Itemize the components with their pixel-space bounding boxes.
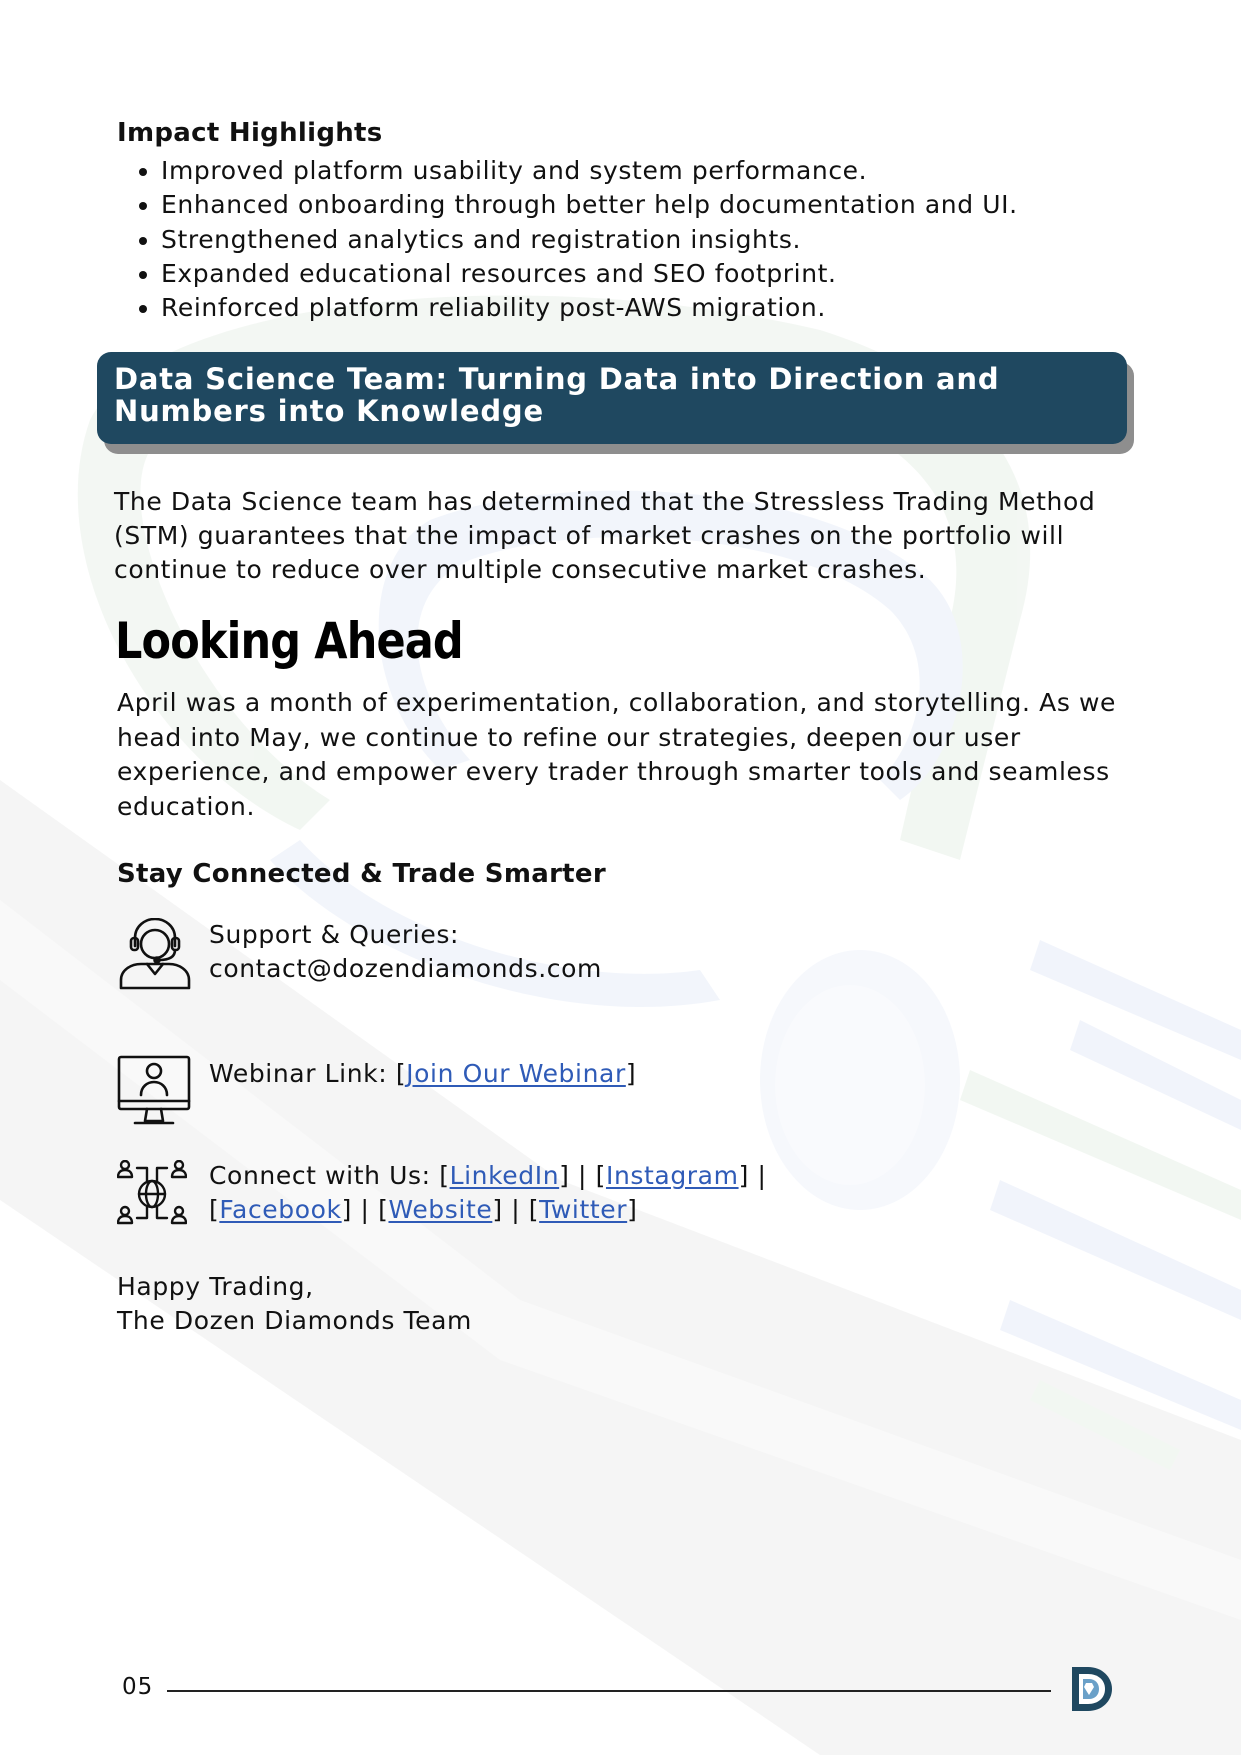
facebook-link[interactable]: Facebook xyxy=(219,1195,342,1224)
support-label: Support & Queries: xyxy=(209,920,459,949)
impact-highlights-heading: Impact Highlights xyxy=(117,118,383,148)
webinar-contact-text xyxy=(209,1057,1109,1091)
data-science-paragraph: The Data Science team has determined that the Stressless Trading Method (STM) guarantees that the impact of market crashes on the portfolio will continue to reduce over multiple consecutive market crashes. xyxy=(114,487,1096,584)
signoff xyxy=(117,1270,472,1338)
stay-connected-heading: Stay Connected & Trade Smarter xyxy=(117,859,606,889)
list-item: • Expanded educational resources and SEO footprint. xyxy=(161,257,1161,291)
list-item: • Enhanced onboarding through better help documentation and UI. xyxy=(161,188,1161,222)
monitor-presenter-icon xyxy=(117,1055,191,1127)
twitter-link[interactable]: Twitter xyxy=(539,1195,628,1224)
list-item: • Reinforced platform reliability post-AWS migration. xyxy=(161,291,1161,325)
webinar-bracket-open: [ xyxy=(395,1059,407,1088)
looking-ahead-heading: Looking Ahead xyxy=(115,612,463,670)
looking-ahead-paragraph: April was a month of experimentation, collaboration, and storytelling. As we head into May, we continue to refine our strategies, deepen our user experience, and empower every trader through smarter tools and seamless education. xyxy=(117,688,1117,821)
dozen-diamonds-logo-icon xyxy=(1068,1665,1114,1713)
separator: ] | [ xyxy=(492,1195,540,1224)
bracket: [ xyxy=(439,1161,450,1190)
linkedin-link[interactable]: LinkedIn xyxy=(449,1161,560,1190)
list-item: • Improved platform usability and system performance. xyxy=(161,154,1161,188)
website-link[interactable]: Website xyxy=(388,1195,493,1224)
data-science-banner xyxy=(97,352,1127,444)
signoff-team: The Dozen Diamonds Team xyxy=(117,1306,473,1335)
separator: ] | [ xyxy=(559,1161,606,1190)
headset-agent-icon xyxy=(117,918,193,990)
page-number: 05 xyxy=(122,1674,154,1700)
join-webinar-link[interactable]: Join Our Webinar xyxy=(406,1059,626,1088)
signoff-greeting: Happy Trading, xyxy=(117,1272,314,1301)
banner-title-line-1: Data Science Team: Turning Data into Direction and xyxy=(114,362,1000,396)
bracket: ] xyxy=(627,1195,638,1224)
instagram-link[interactable]: Instagram xyxy=(605,1161,739,1190)
webinar-bracket-close: ] xyxy=(625,1059,637,1088)
separator: ] | xyxy=(738,1161,767,1190)
list-item: • Strengthened analytics and registration insights. xyxy=(161,223,1161,257)
social-label: Connect with Us: xyxy=(209,1161,440,1190)
webinar-label: Webinar Link: xyxy=(209,1059,396,1088)
support-contact-text xyxy=(209,918,1109,986)
bracket: [ xyxy=(209,1195,220,1224)
support-email[interactable]: contact@dozendiamonds.com xyxy=(209,954,602,983)
separator: ] | [ xyxy=(341,1195,389,1224)
social-contact-text xyxy=(209,1159,1109,1227)
data-science-banner-title xyxy=(114,363,1074,427)
network-globe-people-icon xyxy=(117,1160,187,1228)
banner-title-line-2: Numbers into Knowledge xyxy=(114,394,544,428)
impact-highlights-list xyxy=(117,154,1161,325)
footer-divider xyxy=(167,1690,1051,1692)
